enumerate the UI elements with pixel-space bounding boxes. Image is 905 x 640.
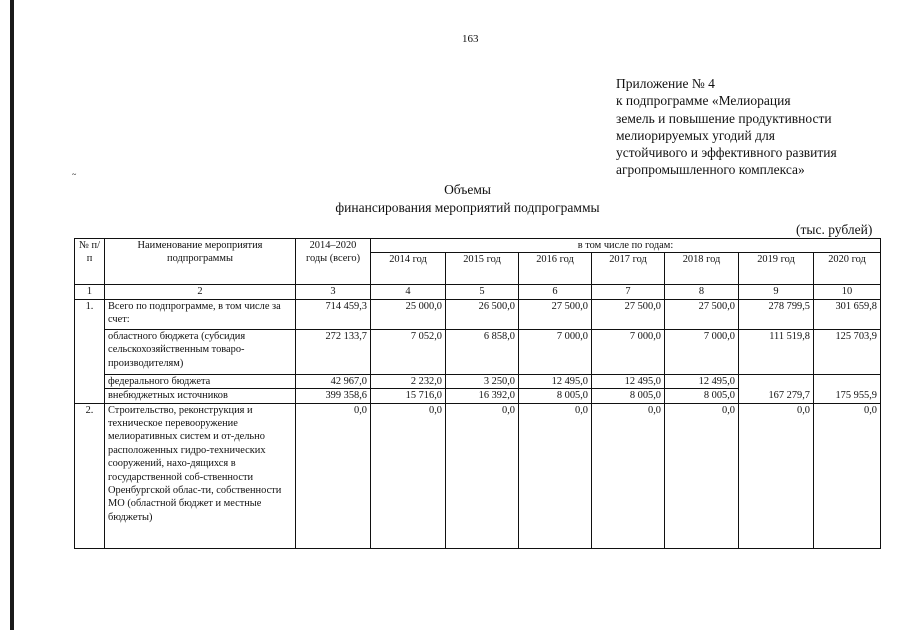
row-value: 8 005,0	[592, 389, 665, 403]
header-year: 2016 год	[519, 253, 592, 285]
row-number: 2.	[75, 403, 105, 548]
header-year: 2019 год	[739, 253, 814, 285]
row-value: 714 459,3	[296, 299, 371, 329]
row-value: 0,0	[739, 403, 814, 548]
row-value: 278 799,5	[739, 299, 814, 329]
row-value	[739, 374, 814, 388]
row-value: 16 392,0	[446, 389, 519, 403]
col-number: 7	[592, 285, 665, 299]
annex-line: устойчивого и эффективного развития	[616, 145, 837, 161]
document-subtitle: финансирования мероприятий подпрограммы	[335, 200, 600, 215]
col-number: 10	[814, 285, 881, 299]
row-name: внебюджетных источников	[105, 389, 296, 403]
col-number: 6	[519, 285, 592, 299]
table-row	[75, 374, 881, 388]
table-row	[75, 389, 881, 403]
column-number-row	[75, 285, 881, 299]
header-name: Наименование мероприятия подпрограммы	[105, 239, 296, 285]
row-value	[814, 374, 881, 388]
col-number: 3	[296, 285, 371, 299]
header-by-years: в том числе по годам:	[371, 239, 881, 253]
row-value: 2 232,0	[371, 374, 446, 388]
header-year: 2020 год	[814, 253, 881, 285]
annex-line: к подпрограмме «Мелиорация	[616, 93, 791, 109]
row-value: 0,0	[446, 403, 519, 548]
row-value: 27 500,0	[519, 299, 592, 329]
row-value: 167 279,7	[739, 389, 814, 403]
annex-header	[616, 75, 837, 179]
annex-line: земель и повышение продуктивности	[616, 110, 832, 126]
row-value: 301 659,8	[814, 299, 881, 329]
annex-line: агропромышленного комплекса»	[616, 162, 805, 178]
document-title: Объемы	[444, 182, 491, 197]
row-name: областного бюджета (субсидия сельскохозяйственным товаро-производителям)	[105, 329, 296, 374]
annex-line: мелиорируемых угодий для	[616, 127, 775, 143]
col-number: 4	[371, 285, 446, 299]
units-label: (тыс. рублей)	[796, 222, 873, 237]
row-value: 42 967,0	[296, 374, 371, 388]
row-value: 7 052,0	[371, 329, 446, 374]
row-value: 7 000,0	[519, 329, 592, 374]
row-name: Строительство, реконструкция и техническое перевооружение мелиоративных систем и от-дельно расположенных гидро-технических сооружений, нахо-дящихся в государственной соб-ственности Оренбургской облас-ти, собственности МО (областной бюджет и местные бюджеты)	[105, 403, 296, 548]
col-number: 2	[105, 285, 296, 299]
table-row	[75, 329, 881, 374]
col-number: 5	[446, 285, 519, 299]
row-value: 27 500,0	[592, 299, 665, 329]
row-value: 0,0	[592, 403, 665, 548]
scan-edge-bar	[10, 0, 14, 630]
row-value: 8 005,0	[665, 389, 739, 403]
row-value: 0,0	[519, 403, 592, 548]
row-value: 175 955,9	[814, 389, 881, 403]
row-number: 1.	[75, 299, 105, 403]
row-value: 0,0	[665, 403, 739, 548]
row-value: 399 358,6	[296, 389, 371, 403]
header-total: 2014–2020 годы (всего)	[296, 239, 371, 285]
row-value: 0,0	[814, 403, 881, 548]
stray-mark: ~	[72, 170, 77, 179]
header-year: 2015 год	[446, 253, 519, 285]
header-num: № п/п	[75, 239, 105, 285]
row-value: 26 500,0	[446, 299, 519, 329]
row-value: 7 000,0	[665, 329, 739, 374]
row-name: федерального бюджета	[105, 374, 296, 388]
row-value: 3 250,0	[446, 374, 519, 388]
row-value: 12 495,0	[592, 374, 665, 388]
row-name: Всего по подпрограмме, в том числе за счет:	[105, 299, 296, 329]
row-value: 6 858,0	[446, 329, 519, 374]
row-value: 272 133,7	[296, 329, 371, 374]
header-year: 2018 год	[665, 253, 739, 285]
row-value: 8 005,0	[519, 389, 592, 403]
row-value: 7 000,0	[592, 329, 665, 374]
row-value: 25 000,0	[371, 299, 446, 329]
row-value: 125 703,9	[814, 329, 881, 374]
row-value: 0,0	[296, 403, 371, 548]
table-row	[75, 403, 881, 548]
col-number: 9	[739, 285, 814, 299]
table-row	[75, 299, 881, 329]
header-year: 2014 год	[371, 253, 446, 285]
page-number: 163	[462, 33, 479, 45]
col-number: 1	[75, 285, 105, 299]
header-year: 2017 год	[592, 253, 665, 285]
row-value: 15 716,0	[371, 389, 446, 403]
annex-line: Приложение № 4	[616, 76, 715, 91]
financing-table	[74, 238, 881, 549]
row-value: 27 500,0	[665, 299, 739, 329]
row-value: 12 495,0	[519, 374, 592, 388]
row-value: 111 519,8	[739, 329, 814, 374]
row-value: 0,0	[371, 403, 446, 548]
col-number: 8	[665, 285, 739, 299]
row-value: 12 495,0	[665, 374, 739, 388]
